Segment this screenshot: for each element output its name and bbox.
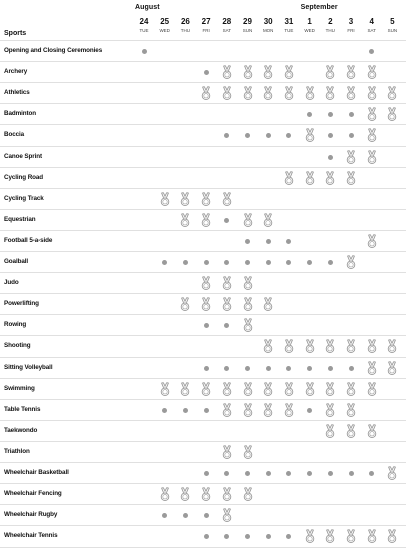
- medal-icon: [222, 276, 232, 291]
- sport-row: [0, 462, 406, 484]
- sport-row: [0, 40, 406, 62]
- medal-icon: [243, 445, 253, 460]
- medal-icon: [243, 403, 253, 418]
- competition-dot-icon: [224, 471, 229, 476]
- day-number: 26: [180, 17, 190, 26]
- sport-row: [0, 82, 406, 104]
- competition-dot-icon: [204, 513, 209, 518]
- competition-dot-icon: [204, 534, 209, 539]
- day-number: 2: [328, 17, 333, 26]
- competition-dot-icon: [245, 133, 250, 138]
- sport-row: [0, 124, 406, 146]
- sport-name: Boccia: [4, 131, 25, 139]
- medal-icon: [325, 86, 335, 101]
- medal-icon: [243, 86, 253, 101]
- competition-dot-icon: [349, 133, 354, 138]
- competition-dot-icon: [162, 513, 167, 518]
- sport-row: [0, 357, 406, 379]
- day-number: 1: [307, 17, 312, 26]
- sport-name: Wheelchair Rugby: [4, 511, 58, 519]
- day-of-week: SUN: [242, 28, 253, 33]
- sport-name: Taekwondo: [4, 426, 38, 434]
- medal-icon: [325, 403, 335, 418]
- competition-dot-icon: [245, 239, 250, 244]
- sport-name: Wheelchair Basketball: [4, 469, 69, 476]
- day-of-week: WED: [304, 28, 315, 33]
- competition-dot-icon: [245, 366, 250, 371]
- medal-icon: [222, 382, 232, 397]
- medal-icon: [243, 276, 253, 291]
- medal-icon: [263, 297, 273, 312]
- medal-icon: [222, 508, 232, 523]
- medal-icon: [325, 382, 335, 397]
- medal-icon: [346, 529, 356, 544]
- sport-row: [0, 251, 406, 273]
- sport-row: [0, 399, 406, 421]
- sport-row: [0, 483, 406, 505]
- medal-icon: [284, 382, 294, 397]
- competition-dot-icon: [349, 112, 354, 117]
- sport-name: Badminton: [4, 110, 36, 118]
- sports-column-header: Sports: [4, 30, 27, 37]
- medal-icon: [367, 107, 377, 122]
- day-of-week: TUE: [139, 28, 149, 33]
- competition-dot-icon: [266, 366, 271, 371]
- medal-icon: [346, 382, 356, 397]
- medal-icon: [305, 339, 315, 354]
- medal-icon: [222, 65, 232, 80]
- sport-name: Rowing: [4, 321, 27, 329]
- competition-dot-icon: [204, 366, 209, 371]
- medal-icon: [305, 86, 315, 101]
- medal-icon: [243, 487, 253, 502]
- sport-row: [0, 420, 406, 442]
- medal-icon: [160, 487, 170, 502]
- competition-dot-icon: [204, 70, 209, 75]
- competition-dot-icon: [183, 408, 188, 413]
- sport-name: Football 5-a-side: [4, 236, 53, 244]
- competition-dot-icon: [328, 155, 333, 160]
- competition-dot-icon: [224, 218, 229, 223]
- medal-icon: [160, 382, 170, 397]
- medal-icon: [305, 171, 315, 186]
- medal-icon: [284, 403, 294, 418]
- medal-icon: [325, 424, 335, 439]
- competition-dot-icon: [286, 366, 291, 371]
- medal-icon: [180, 213, 190, 228]
- sport-row: [0, 293, 406, 315]
- day-number: 30: [263, 17, 273, 26]
- medal-icon: [325, 65, 335, 80]
- medal-icon: [180, 297, 190, 312]
- day-number: 5: [390, 17, 395, 26]
- sport-row: [0, 335, 406, 357]
- medal-icon: [346, 424, 356, 439]
- competition-dot-icon: [204, 260, 209, 265]
- sport-name: Table Tennis: [4, 405, 41, 413]
- medal-icon: [222, 192, 232, 207]
- competition-dot-icon: [286, 471, 291, 476]
- day-number: 31: [284, 17, 294, 26]
- medal-icon: [346, 339, 356, 354]
- sport-row: [0, 314, 406, 336]
- sport-name: Canoe Sprint: [4, 152, 42, 160]
- competition-dot-icon: [328, 112, 333, 117]
- medal-icon: [367, 529, 377, 544]
- sport-name: Triathlon: [4, 447, 30, 455]
- medal-icon: [305, 382, 315, 397]
- medal-icon: [222, 297, 232, 312]
- day-of-week: SAT: [222, 28, 231, 33]
- medal-icon: [263, 339, 273, 354]
- competition-dot-icon: [266, 260, 271, 265]
- sport-name: Cycling Track: [4, 194, 44, 202]
- sport-row: [0, 103, 406, 125]
- medal-icon: [284, 339, 294, 354]
- sport-name: Shooting: [4, 342, 31, 350]
- day-number: 4: [369, 17, 374, 26]
- competition-dot-icon: [307, 471, 312, 476]
- medal-icon: [346, 86, 356, 101]
- medal-icon: [201, 297, 211, 312]
- competition-dot-icon: [286, 239, 291, 244]
- medal-icon: [201, 213, 211, 228]
- day-number: 28: [222, 17, 232, 26]
- competition-dot-icon: [245, 534, 250, 539]
- medal-icon: [387, 529, 397, 544]
- day-of-week: TUE: [284, 28, 294, 33]
- medal-icon: [367, 234, 377, 249]
- competition-dot-icon: [307, 366, 312, 371]
- sport-name: Equestrian: [4, 215, 36, 223]
- medal-icon: [284, 86, 294, 101]
- competition-dot-icon: [349, 366, 354, 371]
- day-number: 27: [201, 17, 211, 26]
- day-of-week: FRI: [202, 28, 210, 33]
- day-of-week: THU: [325, 28, 335, 33]
- sport-name: Sitting Volleyball: [4, 363, 53, 371]
- sport-name: Powerlifting: [4, 300, 39, 308]
- medal-icon: [387, 86, 397, 101]
- medal-icon: [263, 86, 273, 101]
- medal-icon: [222, 403, 232, 418]
- day-of-week: MON: [262, 28, 274, 33]
- medal-icon: [243, 382, 253, 397]
- sport-row: [0, 504, 406, 526]
- medal-icon: [201, 487, 211, 502]
- competition-dot-icon: [224, 323, 229, 328]
- medal-icon: [180, 192, 190, 207]
- day-of-week: FRI: [347, 28, 355, 33]
- competition-dot-icon: [245, 471, 250, 476]
- competition-dot-icon: [204, 323, 209, 328]
- sport-name: Goalball: [4, 258, 29, 265]
- day-number: 3: [348, 17, 354, 26]
- day-of-week: WED: [159, 28, 170, 33]
- competition-dot-icon: [307, 408, 312, 413]
- medal-icon: [367, 361, 377, 376]
- medal-icon: [201, 382, 211, 397]
- medal-icon: [201, 86, 211, 101]
- month-label: August: [135, 4, 160, 11]
- medal-icon: [243, 65, 253, 80]
- competition-dot-icon: [328, 260, 333, 265]
- medal-icon: [222, 445, 232, 460]
- day-number: 25: [160, 17, 170, 26]
- sport-name: Judo: [4, 279, 19, 287]
- medal-icon: [243, 213, 253, 228]
- sport-name: Opening and Closing Ceremonies: [4, 47, 103, 54]
- medal-icon: [201, 276, 211, 291]
- medal-icon: [243, 318, 253, 333]
- competition-dot-icon: [162, 408, 167, 413]
- competition-dot-icon: [183, 260, 188, 265]
- sport-name: Wheelchair Fencing: [4, 490, 62, 498]
- medal-icon: [367, 128, 377, 143]
- medal-icon: [367, 65, 377, 80]
- medal-icon: [284, 65, 294, 80]
- sport-row: [0, 209, 406, 231]
- medal-icon: [367, 424, 377, 439]
- day-number: 29: [243, 17, 252, 26]
- day-of-week: SAT: [367, 28, 376, 33]
- competition-dot-icon: [349, 471, 354, 476]
- sport-row: [0, 61, 406, 83]
- competition-dot-icon: [183, 513, 188, 518]
- medal-icon: [284, 171, 294, 186]
- competition-dot-icon: [162, 260, 167, 265]
- medal-icon: [387, 339, 397, 354]
- competition-dot-icon: [224, 366, 229, 371]
- competition-dot-icon: [224, 260, 229, 265]
- medal-icon: [325, 339, 335, 354]
- medal-icon: [346, 171, 356, 186]
- competition-dot-icon: [204, 408, 209, 413]
- sport-name: Cycling Road: [4, 173, 44, 181]
- medal-icon: [367, 86, 377, 101]
- sport-row: [0, 230, 406, 252]
- competition-dot-icon: [286, 133, 291, 138]
- competition-dot-icon: [224, 133, 229, 138]
- day-number: 24: [139, 17, 149, 26]
- medal-icon: [263, 403, 273, 418]
- sport-row: [0, 188, 406, 210]
- day-of-week: THU: [180, 28, 191, 33]
- sport-name: Wheelchair Tennis: [4, 532, 58, 540]
- medal-icon: [263, 65, 273, 80]
- sport-row: [0, 146, 406, 168]
- competition-dot-icon: [266, 534, 271, 539]
- competition-dot-icon: [328, 133, 333, 138]
- competition-dot-icon: [369, 471, 374, 476]
- medal-icon: [325, 529, 335, 544]
- sport-name: Archery: [4, 68, 28, 76]
- medal-icon: [387, 466, 397, 481]
- competition-dot-icon: [266, 471, 271, 476]
- medal-icon: [346, 65, 356, 80]
- medal-icon: [222, 86, 232, 101]
- sport-name: Athletics: [4, 89, 30, 97]
- medal-icon: [222, 487, 232, 502]
- competition-dot-icon: [328, 366, 333, 371]
- medal-icon: [346, 403, 356, 418]
- sport-row: [0, 525, 406, 548]
- competition-dot-icon: [369, 49, 374, 54]
- medal-icon: [180, 382, 190, 397]
- medal-icon: [346, 255, 356, 270]
- month-label: September: [300, 4, 338, 11]
- competition-dot-icon: [224, 534, 229, 539]
- medal-icon: [160, 192, 170, 207]
- medal-icon: [305, 529, 315, 544]
- competition-dot-icon: [245, 260, 250, 265]
- medal-icon: [367, 150, 377, 165]
- sport-row: [0, 272, 406, 294]
- competition-dot-icon: [204, 471, 209, 476]
- medal-icon: [201, 192, 211, 207]
- medal-icon: [305, 128, 315, 143]
- medal-icon: [367, 339, 377, 354]
- competition-dot-icon: [286, 534, 291, 539]
- day-of-week: SUN: [387, 28, 398, 33]
- competition-dot-icon: [142, 49, 147, 54]
- medal-icon: [243, 297, 253, 312]
- competition-dot-icon: [328, 471, 333, 476]
- medal-icon: [367, 382, 377, 397]
- competition-dot-icon: [307, 112, 312, 117]
- medal-icon: [263, 213, 273, 228]
- medal-icon: [263, 382, 273, 397]
- competition-dot-icon: [266, 239, 271, 244]
- sport-row: [0, 441, 406, 463]
- sport-row: [0, 167, 406, 189]
- sport-row: [0, 378, 406, 400]
- competition-dot-icon: [266, 133, 271, 138]
- competition-dot-icon: [286, 260, 291, 265]
- medal-icon: [346, 150, 356, 165]
- medal-icon: [180, 487, 190, 502]
- sport-name: Swimming: [4, 384, 35, 392]
- medal-icon: [387, 361, 397, 376]
- medal-icon: [325, 171, 335, 186]
- competition-dot-icon: [307, 260, 312, 265]
- medal-icon: [387, 107, 397, 122]
